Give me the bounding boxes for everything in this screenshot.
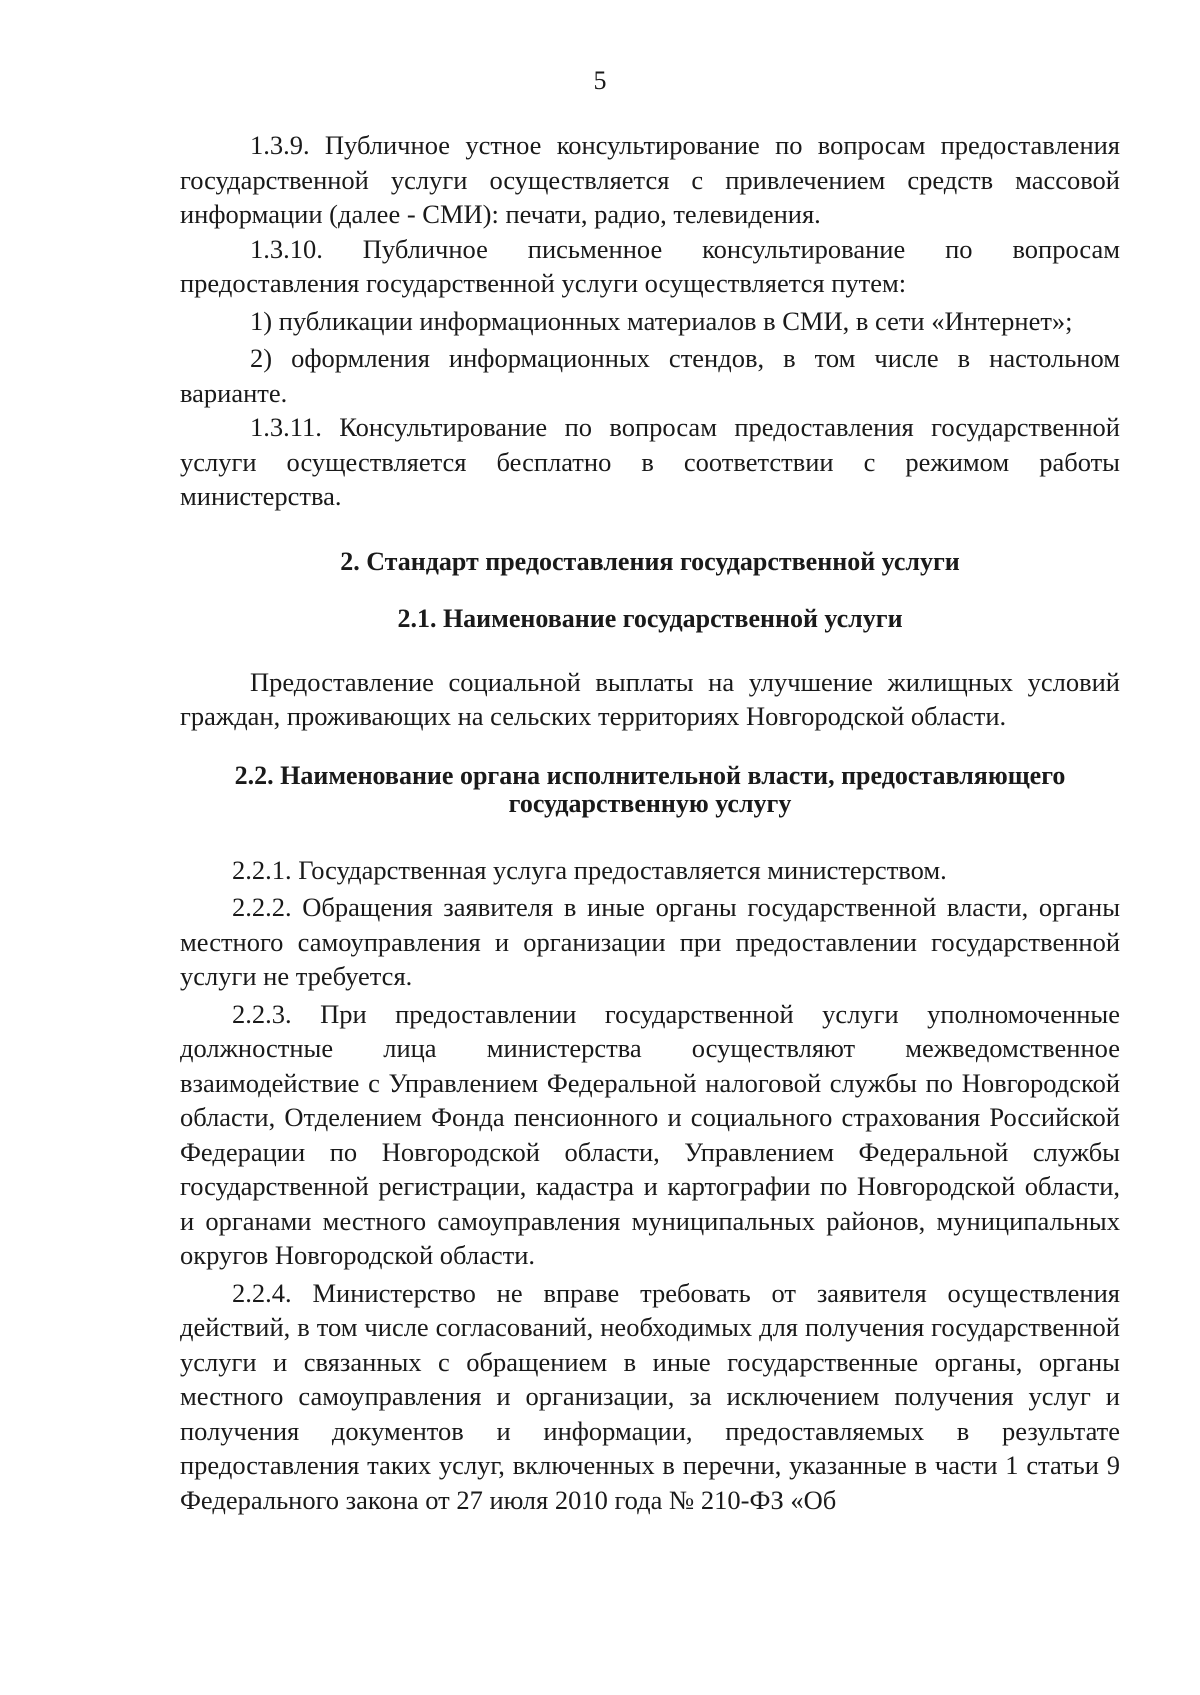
clause-1-3-10-item-2: 2) оформления информационных стендов, в том числе в настольном варианте. <box>180 343 1120 408</box>
subsection-2-2-heading-line1: 2.2. Наименование органа исполнительной власти, предоставляющего <box>234 760 1066 790</box>
document-body <box>180 128 1120 1517</box>
clause-1-3-10-item-1: 1) публикации информационных материалов в СМИ, в сети «Интернет»; <box>250 305 1073 336</box>
clause-2-2-1: 2.2.1. Государственная услуга предоставляется министерством. <box>232 854 947 885</box>
clause-1-3-11: 1.3.11. Консультирование по вопросам предоставления государственной услуги осуществляется бесплатно в соответствии с режимом работы министерства. <box>180 412 1120 511</box>
section-2-heading: 2. Стандарт предоставления государственной услуги <box>340 546 960 576</box>
subsection-2-1-text: Предоставление социальной выплаты на улучшение жилищных условий граждан, проживающих на сельских территориях Новгородской области. <box>180 666 1120 731</box>
subsection-2-2-heading <box>180 762 1120 818</box>
clause-2-2-4: 2.2.4. Министерство не вправе требовать от заявителя осуществления действий, в том числе согласований, необходимых для получения государственной услуги и связанных с обращением в иные государственные органы, органы местного самоуправления и организации, за исключением получения услуг и получения документов и информации, предоставляемых в результате предоставления таких услуг, включенных в перечни, указанные в части 1 статьи 9 Федерального закона от 27 июля 2010 года № 210-ФЗ «Об <box>180 1277 1120 1515</box>
subsection-2-1-heading: 2.1. Наименование государственной услуги <box>397 603 903 633</box>
page-number: 5 <box>593 66 607 95</box>
clause-2-2-2: 2.2.2. Обращения заявителя в иные органы государственной власти, органы местного самоуправления и организации при предоставлении государственной услуги не требуется. <box>180 892 1120 991</box>
clause-1-3-9: 1.3.9. Публичное устное консультирование по вопросам предоставления государственной услуги осуществляется с привлечением средств массовой информации (далее - СМИ): печати, радио, телевидения. <box>180 130 1120 229</box>
subsection-2-2-heading-line2: государственную услугу <box>508 788 792 818</box>
clause-1-3-10: 1.3.10. Публичное письменное консультирование по вопросам предоставления государственной услуги осуществляется путем: <box>180 233 1120 298</box>
clause-2-2-3: 2.2.3. При предоставлении государственной услуги уполномоченные должностные лица министерства осуществляют межведомственное взаимодействие с Управлением Федеральной налоговой службы по Новгородской области, Отделением Фонда пенсионного и социального страхования Российской Федерации по Новгородской области, Управлением Федеральной службы государственной регистрации, кадастра и картографии по Новгородской области, и органами местного самоуправления муниципальных районов, муниципальных округов Новгородской области. <box>180 998 1120 1270</box>
